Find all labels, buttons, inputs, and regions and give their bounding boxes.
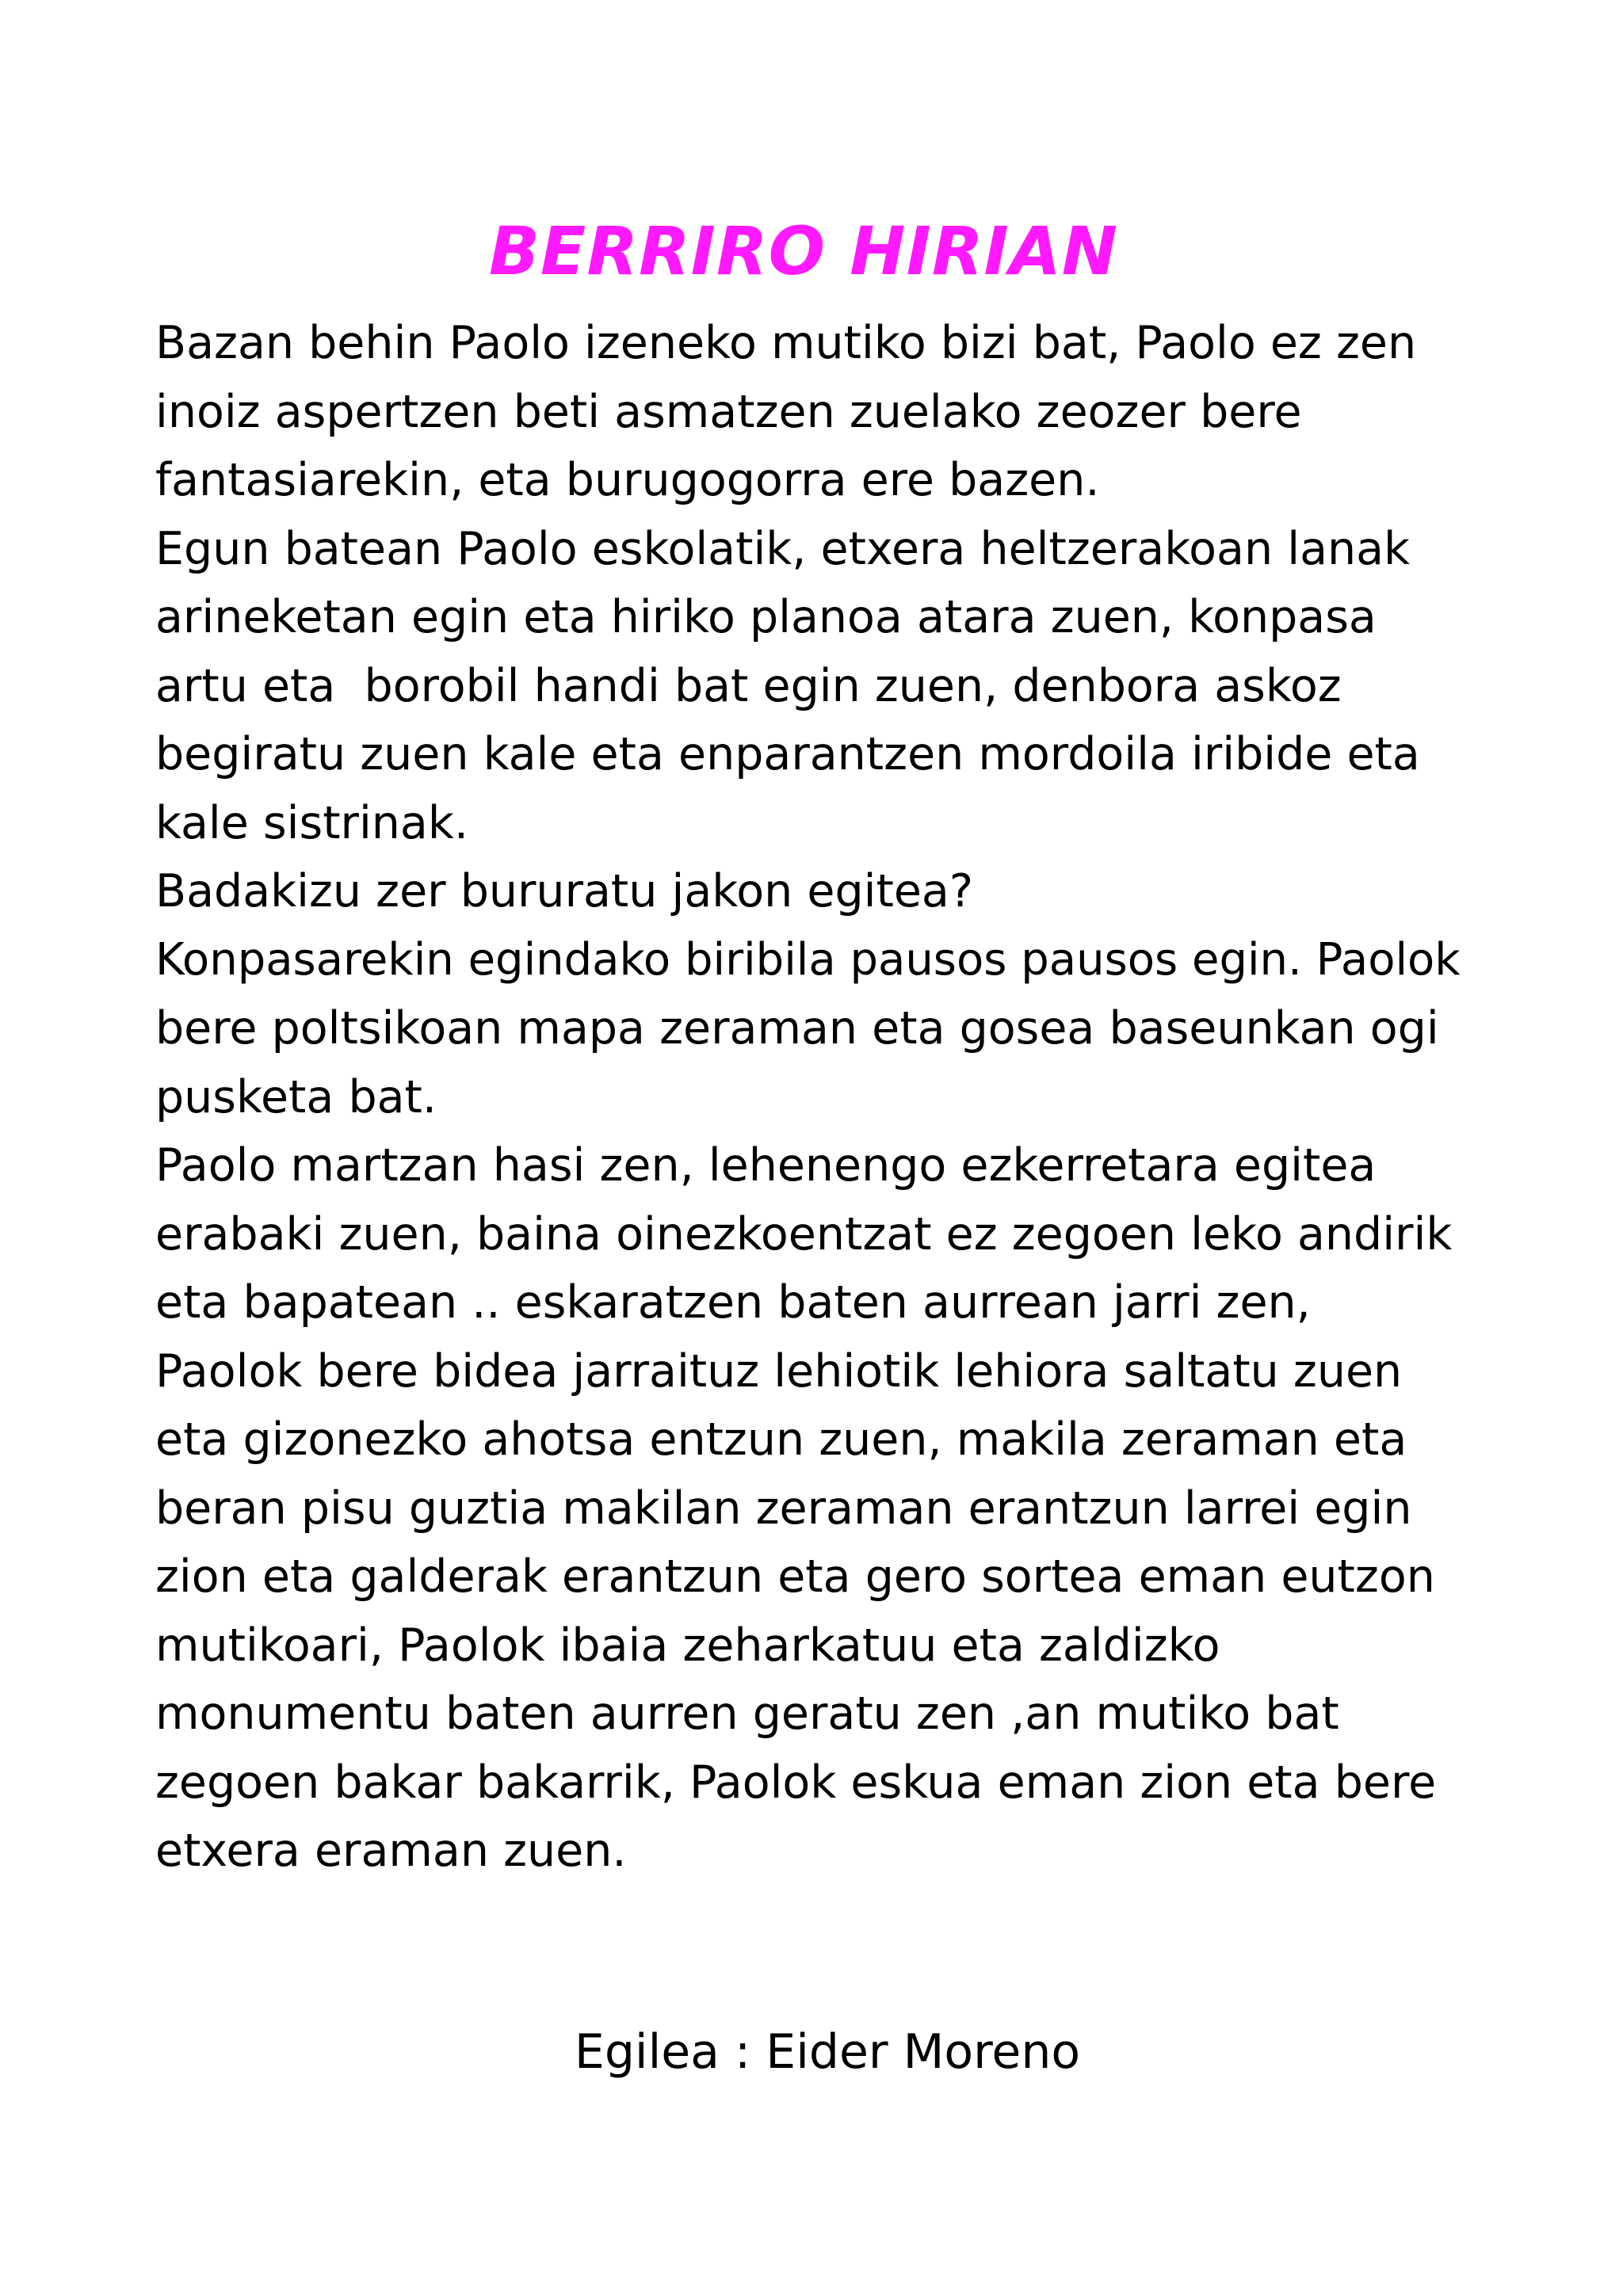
body-line: zegoen bakar bakarrik, Paolok eskua eman zion eta bere [155,1756,1437,1809]
body-line: pusketa bat. [155,1070,437,1123]
body-line: kale sistrinak. [155,796,468,849]
body-line: eta gizonezko ahotsa entzun zuen, makila zeraman eta [155,1413,1407,1466]
body-line: Bazan behin Paolo izeneko mutiko bizi bat, Paolo ez zen [155,317,1417,369]
body-line: artu eta borobil handi bat egin zuen, denbora askoz [155,659,1342,712]
body-line: erabaki zuen, baina oinezkoentzat ez zegoen leko andirik [155,1207,1453,1261]
body-line: inoiz aspertzen beti asmatzen zuelako zeozer bere [155,385,1302,438]
body-line: arineketan egin eta hiriko planoa atara zuen, konpasa [155,591,1377,643]
body-line: Paolo martzan hasi zen, lehenengo ezkerretara egitea [155,1139,1377,1192]
body-line: zion eta galderak erantzun eta gero sortea eman eutzon [155,1550,1435,1603]
body-line: eta bapatean .. eskaratzen baten aurrean jarri zen, [155,1276,1311,1329]
author-credit-text: Egilea : Eider Moreno [574,2024,1081,2080]
body-line: Egun batean Paolo eskolatik, etxera heltzerakoan lanak [155,522,1411,575]
body-line: beran pisu guztia makilan zeraman erantzun larrei egin [155,1482,1412,1535]
story-title-text: BERRIRO HIRIAN [488,212,1119,290]
body-line: Konpasarekin egindako biribila pausos pausos egin. Paolok [155,933,1461,986]
body-line: bere poltsikoan mapa zeraman eta gosea baseunkan ogi [155,1002,1439,1055]
story-body [155,309,1471,1886]
body-line: Badakizu zer bururatu jakon egitea? [155,865,974,917]
author-credit [0,2016,1623,2088]
body-line: etxera eraman zuen. [155,1825,627,1877]
body-line: begiratu zuen kale eta enparantzen mordoila iribide eta [155,728,1420,780]
body-line: monumentu baten aurren geratu zen ,an mutiko bat [155,1688,1339,1740]
body-line: fantasiarekin, eta burugogorra ere bazen. [155,454,1100,506]
body-line: Paolok bere bidea jarraituz lehiotik lehiora saltatu zuen [155,1344,1403,1398]
story-title [0,208,1623,295]
body-line: mutikoari, Paolok ibaia zeharkatuu eta zaldizko [155,1619,1220,1672]
